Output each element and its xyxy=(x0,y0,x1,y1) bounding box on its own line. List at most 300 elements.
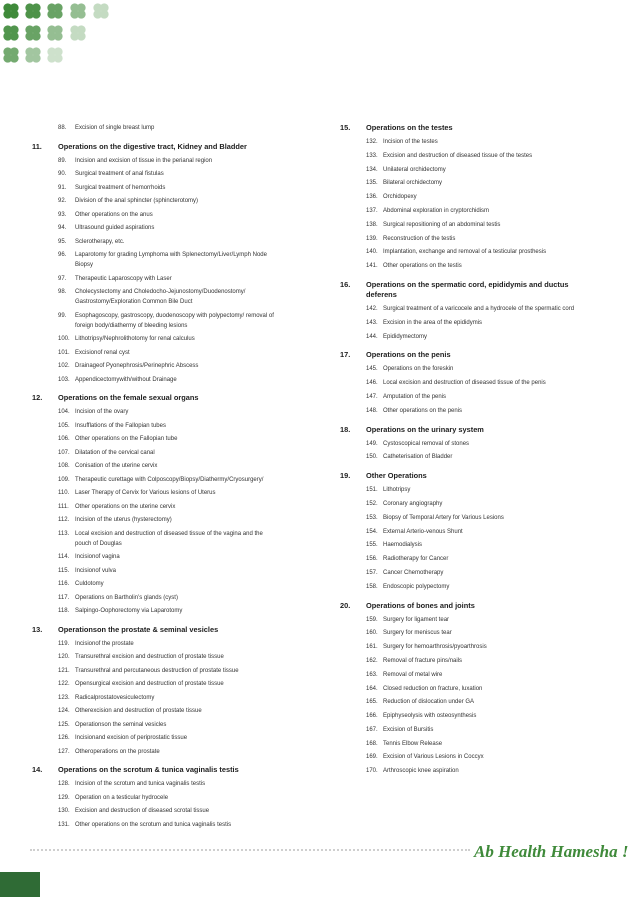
clover-pattern xyxy=(0,0,118,72)
list-item xyxy=(58,606,308,620)
item-number: 131. xyxy=(58,821,70,828)
right-column xyxy=(340,123,628,780)
list-item xyxy=(366,670,628,684)
item-text: Salpingo-Oophorectomy via Laparotomy xyxy=(75,608,183,614)
item-number: 148. xyxy=(366,407,378,414)
item-text: Incision of the uterus (hysterectomy) xyxy=(75,517,172,523)
section-heading xyxy=(340,350,628,364)
clover-icon xyxy=(0,20,24,45)
list-item xyxy=(366,151,628,165)
section xyxy=(340,425,628,467)
list-item xyxy=(58,679,308,693)
list-item xyxy=(58,156,308,170)
list-item xyxy=(366,513,628,527)
item-number: 168. xyxy=(366,740,378,747)
item-text: Radiotherapy for Cancer xyxy=(383,556,449,563)
item-number: 126. xyxy=(58,735,70,741)
item-text: Cholecystectomy and Choledocho-Jejunostomy/Duodenostomy/ Gastrostomy/Exploration Common Bile Duct xyxy=(75,289,246,305)
item-number: 132. xyxy=(366,139,378,145)
item-text: Surgical treatment of anal fistulas xyxy=(75,171,164,177)
item-number: 99. xyxy=(58,312,67,319)
item-text: Bilateral orchidectomy xyxy=(383,180,443,187)
item-text: Local excision and destruction of diseased tissue of the penis xyxy=(383,380,546,387)
item-text: Removal of metal wire xyxy=(383,671,443,678)
item-text: Therapeutic curettage with Colposcopy/Biopsy/Diathermy/Cryosurgery/ xyxy=(75,476,264,483)
item-number: 167. xyxy=(366,726,378,733)
section-title: Operations on the penis xyxy=(366,350,451,360)
item-number: 111. xyxy=(58,503,69,510)
item-text: Therapeutic Laparoscopy with Laser xyxy=(75,275,172,282)
item-number: 95. xyxy=(58,238,67,245)
item-number: 136. xyxy=(366,194,378,201)
item-number: 153. xyxy=(366,514,378,521)
clover-icon xyxy=(88,0,113,24)
item-number: 144. xyxy=(366,333,378,340)
clover-icon xyxy=(20,20,45,45)
list-item xyxy=(58,666,308,680)
section-number: 14. xyxy=(32,765,43,774)
item-number: 116. xyxy=(58,581,70,587)
item-text: Amputation of the penis xyxy=(383,393,447,400)
list-item xyxy=(366,642,628,656)
item-text: Reduction of dislocation under GA xyxy=(383,699,475,706)
item-number: 165. xyxy=(366,699,378,706)
item-text: Abdominal exploration in cryptorchidism xyxy=(383,207,490,214)
item-text: Esophagoscopy, gastroscopy, duodenoscopy with polypectomy/ removal of foreign body/diathermy of bleeding lesions xyxy=(75,312,274,329)
list-item xyxy=(366,206,628,220)
item-number: 114. xyxy=(58,554,70,560)
list-item xyxy=(366,628,628,642)
item-number: 109. xyxy=(58,476,70,483)
item-number: 163. xyxy=(366,671,378,678)
item-text: Appendicectomywith/without Drainage xyxy=(75,376,177,383)
item-text: Surgical treatment of hemorrhoids xyxy=(75,184,166,191)
item-number: 100. xyxy=(58,336,70,342)
item-number: 128. xyxy=(58,781,70,787)
clover-icon xyxy=(65,0,90,24)
item-number: 157. xyxy=(366,569,378,576)
item-number: 145. xyxy=(366,366,378,373)
brand-logo: Ab Health Hamesha ! xyxy=(474,842,629,861)
item-text: Incision of the ovary xyxy=(75,409,129,415)
item-text: Incision of the testes xyxy=(383,139,438,145)
item-number: 135. xyxy=(366,180,378,187)
list-item xyxy=(58,210,308,224)
item-text: Epiphyseolysis with osteosynthesis xyxy=(383,713,477,720)
list-item xyxy=(366,406,628,420)
item-number: 134. xyxy=(366,166,378,173)
section-number: 17. xyxy=(340,350,351,360)
section-title: Other Operations xyxy=(366,471,427,481)
item-text: Tennis Elbow Release xyxy=(383,740,443,747)
item-text: Laser Therapy of Cervix for Various lesions of Uterus xyxy=(75,490,216,496)
item-text: Surgery for meniscus tear xyxy=(383,630,452,637)
list-item xyxy=(58,461,308,475)
footer-dotted-rule xyxy=(30,849,470,851)
item-text: External Arterio-venous Shunt xyxy=(383,528,463,535)
section xyxy=(340,601,628,781)
item-number: 120. xyxy=(58,654,70,660)
list-item xyxy=(366,615,628,629)
item-text: Excision of Various Lesions in Coccyx xyxy=(383,754,484,761)
item-number: 130. xyxy=(58,808,70,814)
list-item xyxy=(58,693,308,707)
item-number: 149. xyxy=(366,440,378,447)
list-item xyxy=(58,779,308,793)
item-number: 137. xyxy=(366,207,378,214)
item-text: Orchidopexy xyxy=(383,194,417,201)
list-item xyxy=(366,137,628,151)
section-number: 20. xyxy=(340,600,351,610)
item-number: 110. xyxy=(58,490,70,496)
item-number: 106. xyxy=(58,436,70,442)
list-item xyxy=(366,392,628,406)
footer-corner-block xyxy=(0,872,40,897)
list-item xyxy=(58,652,308,666)
section-heading xyxy=(340,471,628,485)
list-item xyxy=(58,287,308,311)
item-text: Incisionof the prostate xyxy=(75,640,134,647)
section-heading xyxy=(32,142,308,156)
item-number: 158. xyxy=(366,583,378,590)
item-text: Incision of the scrotum and tunica vaginalis testis xyxy=(75,781,206,787)
item-text: Implantation, exchange and removal of a testicular prosthesis xyxy=(383,249,547,256)
section-heading xyxy=(32,625,308,639)
section-number: 16. xyxy=(340,279,351,289)
item-number: 147. xyxy=(366,393,378,400)
section-title: Operations on the spermatic cord, epididymis and ductus deferens xyxy=(366,279,569,299)
item-text: Cancer Chemotherapy xyxy=(383,569,444,576)
list-item xyxy=(366,261,628,275)
item-text: Ultrasound guided aspirations xyxy=(75,225,155,231)
item-text: Otherexcision and destruction of prostate tissue xyxy=(75,708,202,714)
item-number: 142. xyxy=(366,305,378,312)
list-item xyxy=(366,752,628,766)
list-item xyxy=(58,502,308,516)
item-text: Operations on Bartholin’s glands (cyst) xyxy=(75,594,178,601)
item-number: 89. xyxy=(58,157,67,164)
section-title: Operations on the scrotum & tunica vaginalis testis xyxy=(58,765,239,774)
section xyxy=(340,471,628,595)
item-number: 91. xyxy=(58,184,67,191)
item-number: 88. xyxy=(58,125,67,131)
item-text: Removal of fracture pins/nails xyxy=(383,657,463,664)
section-heading xyxy=(32,765,308,779)
item-text: Surgical treatment of a varicocele and a hydrocele of the spermatic cord xyxy=(383,305,575,312)
item-text: Division of the anal sphincter (sphincterotomy) xyxy=(75,198,199,204)
list-item xyxy=(58,274,308,288)
list-item xyxy=(58,434,308,448)
item-text: Transurethral excision and destruction of prostate tissue xyxy=(75,654,224,660)
item-number: 103. xyxy=(58,376,70,383)
item-number: 155. xyxy=(366,542,378,549)
list-item xyxy=(366,234,628,248)
item-text: Otheroperations on the prostate xyxy=(75,748,160,755)
list-item xyxy=(366,582,628,596)
item-number: 143. xyxy=(366,319,378,326)
item-text: Conisation of the uterine cervix xyxy=(75,463,158,469)
item-text: Excision of single breast lump xyxy=(75,125,155,131)
item-number: 96. xyxy=(58,252,67,258)
section xyxy=(32,625,308,761)
item-text: Culdotomy xyxy=(75,581,104,587)
item-number: 104. xyxy=(58,409,70,415)
section-number: 15. xyxy=(340,123,351,132)
section-heading xyxy=(340,123,628,137)
list-item xyxy=(58,237,308,251)
section-number: 12. xyxy=(32,393,43,402)
clover-icon xyxy=(42,0,67,24)
item-number: 151. xyxy=(366,487,378,494)
item-text: Insufflations of the Fallopian tubes xyxy=(75,422,166,429)
item-text: Laparotomy for grading Lymphoma with Splenectomy/Liver/Lymph Node Biopsy xyxy=(75,252,267,268)
item-number: 118. xyxy=(58,608,70,614)
list-item xyxy=(58,820,308,834)
item-text: Epididymectomy xyxy=(383,333,428,340)
item-text: Surgery for ligament tear xyxy=(383,616,450,623)
item-number: 119. xyxy=(58,640,70,647)
list-item xyxy=(366,439,628,453)
section-title: Operations on the urinary system xyxy=(366,424,484,434)
item-number: 159. xyxy=(366,616,378,623)
item-number: 156. xyxy=(366,556,378,563)
section-number: 19. xyxy=(340,471,351,481)
section-number: 18. xyxy=(340,424,351,434)
item-number: 169. xyxy=(366,754,378,761)
section xyxy=(340,280,628,345)
item-text: Excision and destruction of diseased tissue of the testes xyxy=(383,152,533,159)
item-number: 162. xyxy=(366,657,378,664)
clover-icon xyxy=(20,42,45,67)
section-heading xyxy=(32,393,308,407)
list-item xyxy=(366,697,628,711)
list-item xyxy=(58,720,308,734)
item-number: 105. xyxy=(58,422,70,429)
clover-icon xyxy=(0,0,24,24)
item-number: 102. xyxy=(58,363,70,369)
item-text: Local excision and destruction of diseased tissue of the vagina and the pouch of Douglas xyxy=(75,530,263,547)
item-text: Operation on a testicular hydrocele xyxy=(75,794,169,801)
list-item xyxy=(58,448,308,462)
item-number: 108. xyxy=(58,463,70,469)
item-number: 90. xyxy=(58,171,67,177)
section-number: 11. xyxy=(32,141,42,151)
left-column xyxy=(32,123,308,833)
item-number: 160. xyxy=(366,630,378,637)
item-number: 97. xyxy=(58,275,67,282)
list-item xyxy=(366,452,628,466)
list-item xyxy=(58,639,308,653)
item-number: 92. xyxy=(58,198,67,204)
section xyxy=(32,142,308,389)
item-number: 124. xyxy=(58,708,70,714)
item-number: 101. xyxy=(58,349,70,356)
list-item xyxy=(58,334,308,348)
item-text: Other operations on the Fallopian tube xyxy=(75,436,178,442)
item-number: 123. xyxy=(58,694,70,701)
list-item xyxy=(58,475,308,489)
item-number: 170. xyxy=(366,768,378,775)
item-text: Coronary angiography xyxy=(383,500,443,507)
list-item xyxy=(58,196,308,210)
list-item xyxy=(366,165,628,179)
item-text: Lithotripsy xyxy=(383,487,411,494)
item-text: Other operations on the uterine cervix xyxy=(75,503,176,510)
section xyxy=(32,765,308,833)
clover-icon xyxy=(42,42,67,67)
item-text: Operationson the seminal vesicles xyxy=(75,721,167,728)
item-number: 164. xyxy=(366,685,378,692)
item-text: Excision of Bursitis xyxy=(383,726,434,733)
item-text: Other operations on the penis xyxy=(383,407,463,414)
list-item xyxy=(58,169,308,183)
list-item xyxy=(366,485,628,499)
list-item xyxy=(58,579,308,593)
item-number: 113. xyxy=(58,530,70,537)
list-item xyxy=(366,318,628,332)
item-text: Incisionand excision of periprostatic tissue xyxy=(75,735,188,741)
section-title: Operations on the testes xyxy=(366,123,453,132)
item-text: Biopsy of Temporal Artery for Various Lesions xyxy=(383,514,504,521)
list-item xyxy=(58,706,308,720)
item-number: 121. xyxy=(58,667,70,674)
list-item xyxy=(58,806,308,820)
item-text: Dilatation of the cervical canal xyxy=(75,449,155,456)
list-item xyxy=(58,566,308,580)
list-item xyxy=(58,223,308,237)
section-title: Operations on the female sexual organs xyxy=(58,393,199,402)
item-text: Cystoscopical removal of stones xyxy=(383,440,470,447)
item-text: Lithotripsy/Nephrolithotomy for renal calculus xyxy=(75,336,195,342)
item-number: 146. xyxy=(366,380,378,387)
list-item xyxy=(366,739,628,753)
item-text: Arthroscopic knee aspiration xyxy=(383,768,459,775)
item-number: 122. xyxy=(58,681,70,687)
item-number: 93. xyxy=(58,211,67,218)
item-text: Incision and excision of tissue in the perianal region xyxy=(75,157,213,164)
item-number: 98. xyxy=(58,289,67,295)
list-item xyxy=(58,250,308,274)
item-text: Excision in the area of the epididymis xyxy=(383,319,483,326)
item-text: Unilateral orchidectomy xyxy=(383,166,446,173)
item-number: 115. xyxy=(58,567,70,574)
list-item xyxy=(58,183,308,197)
item-number: 127. xyxy=(58,748,70,755)
item-number: 141. xyxy=(366,263,378,270)
item-text: Operations on the foreskin xyxy=(383,366,454,373)
list-item xyxy=(58,375,308,389)
list-item xyxy=(366,192,628,206)
list-item xyxy=(58,123,308,137)
item-number: 154. xyxy=(366,528,378,535)
section xyxy=(340,350,628,419)
item-number: 117. xyxy=(58,594,70,601)
section-heading xyxy=(340,280,628,304)
clover-icon xyxy=(42,20,67,45)
item-text: Sclerotherapy, etc. xyxy=(75,238,125,245)
list-item xyxy=(366,540,628,554)
item-number: 138. xyxy=(366,221,378,228)
list-item xyxy=(366,247,628,261)
list-item xyxy=(366,711,628,725)
item-number: 125. xyxy=(58,721,70,728)
item-text: Opensurgical excision and destruction of prostate tissue xyxy=(75,681,224,687)
section-number: 13. xyxy=(32,624,43,634)
list-item xyxy=(58,361,308,375)
item-text: Closed reduction on fracture, luxation xyxy=(383,685,483,692)
item-text: Excision and destruction of diseased scrotal tissue xyxy=(75,808,210,814)
list-item xyxy=(366,499,628,513)
list-item xyxy=(58,421,308,435)
item-text: Drainageof Pyonephrosis/Perinephric Abscess xyxy=(75,363,199,369)
item-text: Catheterisation of Bladder xyxy=(383,454,453,461)
list-item xyxy=(58,593,308,607)
list-item xyxy=(58,515,308,529)
section-title: Operationson the prostate & seminal vesicles xyxy=(58,624,219,634)
item-number: 129. xyxy=(58,794,70,801)
list-item xyxy=(366,554,628,568)
list-item xyxy=(366,725,628,739)
clover-icon xyxy=(20,0,45,24)
list-item xyxy=(366,364,628,378)
section-title: Operations on the digestive tract, Kidney and Bladder xyxy=(58,141,247,151)
item-number: 140. xyxy=(366,249,378,256)
list-item xyxy=(366,656,628,670)
clover-icon xyxy=(0,42,24,67)
list-item xyxy=(366,304,628,318)
list-item xyxy=(366,178,628,192)
list-item xyxy=(366,766,628,780)
list-item xyxy=(58,793,308,807)
list-item xyxy=(366,568,628,582)
item-number: 107. xyxy=(58,449,70,456)
section-heading xyxy=(340,601,628,615)
section xyxy=(340,123,628,275)
item-text: Excisionof renal cyst xyxy=(75,349,130,356)
item-number: 161. xyxy=(366,644,378,651)
item-text: Radicalprostatovesiculectomy xyxy=(75,694,155,701)
list-item xyxy=(366,527,628,541)
section xyxy=(32,393,308,620)
list-item xyxy=(58,311,308,335)
item-text: Incisionof vulva xyxy=(75,567,117,574)
item-number: 152. xyxy=(366,500,378,507)
item-text: Transurethral and percutaneous destruction of prostate tissue xyxy=(75,667,239,674)
list-item xyxy=(366,220,628,234)
item-text: Reconstruction of the testis xyxy=(383,235,456,242)
item-number: 139. xyxy=(366,235,378,242)
list-item xyxy=(366,378,628,392)
item-text: Other operations on the anus xyxy=(75,211,153,218)
item-number: 166. xyxy=(366,713,378,720)
item-text: Surgical repositioning of an abdominal testis xyxy=(383,221,501,228)
section-heading xyxy=(340,425,628,439)
list-item xyxy=(366,684,628,698)
clover-icon xyxy=(65,20,90,45)
item-number: 94. xyxy=(58,225,67,231)
list-item xyxy=(58,348,308,362)
list-item xyxy=(58,733,308,747)
section-title: Operations of bones and joints xyxy=(366,600,475,610)
item-text: Other operations on the testis xyxy=(383,263,462,270)
item-number: 133. xyxy=(366,152,378,159)
list-item xyxy=(58,407,308,421)
item-text: Endoscopic polypectomy xyxy=(383,583,450,590)
item-text: Surgery for hemoarthrosis/pyoarthrosis xyxy=(383,644,487,651)
list-item xyxy=(366,332,628,346)
item-text: Other operations on the scrotum and tunica vaginalis testis xyxy=(75,821,232,828)
list-item xyxy=(58,488,308,502)
